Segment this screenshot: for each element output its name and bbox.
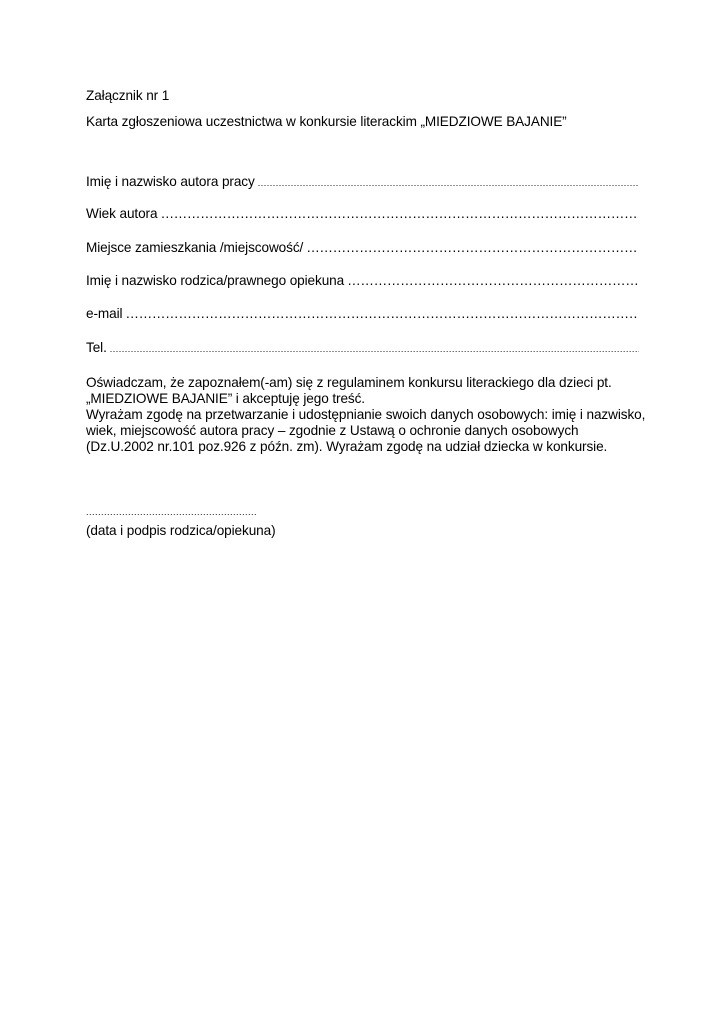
signature-caption: (data i podpis rodzica/opiekuna) <box>86 523 276 538</box>
field-author-name <box>86 174 639 190</box>
field-residence-blank <box>306 240 639 256</box>
field-email <box>86 306 639 322</box>
field-author-name-blank <box>258 175 639 190</box>
field-author-age-label: Wiek autora <box>86 206 158 221</box>
field-author-name-label: Imię i nazwisko autora pracy <box>86 174 255 189</box>
field-email-blank <box>125 306 639 322</box>
field-author-age-blank <box>160 206 639 222</box>
field-author-age <box>86 206 639 222</box>
declaration <box>86 375 646 455</box>
field-phone <box>86 340 639 356</box>
field-phone-label: Tel. <box>86 340 107 355</box>
attachment-label: Załącznik nr 1 <box>86 88 170 103</box>
field-residence <box>86 240 639 256</box>
field-email-label: e-mail <box>86 306 123 321</box>
signature-line <box>86 505 257 519</box>
form-title: Karta zgłoszeniowa uczestnictwa w konkursie literackim „MIEDZIOWE BAJANIE” <box>86 114 567 129</box>
field-residence-label: Miejsce zamieszkania /miejscowość/ <box>86 240 304 255</box>
field-guardian-name-blank <box>347 273 639 289</box>
field-guardian-name <box>86 273 639 289</box>
declaration-paragraph-1: Oświadczam, że zapoznałem(-am) się z regulaminem konkursu literackiego dla dzieci pt. „MIEDZIOWE BAJANIE” i akceptuję jego treść. <box>86 375 612 406</box>
field-phone-blank <box>110 341 639 356</box>
declaration-paragraph-2: Wyrażam zgodę na przetwarzanie i udostępnianie swoich danych osobowych: imię i nazwisko, wiek, miejscowość autora pracy – zgodnie z Ustawą o ochronie danych osobowych (Dz.U.2002 nr.101 poz.926 z późn. zm). Wyrażam zgodę na udział dziecka w konkursie. <box>86 407 646 454</box>
field-guardian-name-label: Imię i nazwisko rodzica/prawnego opiekuna <box>86 273 345 288</box>
